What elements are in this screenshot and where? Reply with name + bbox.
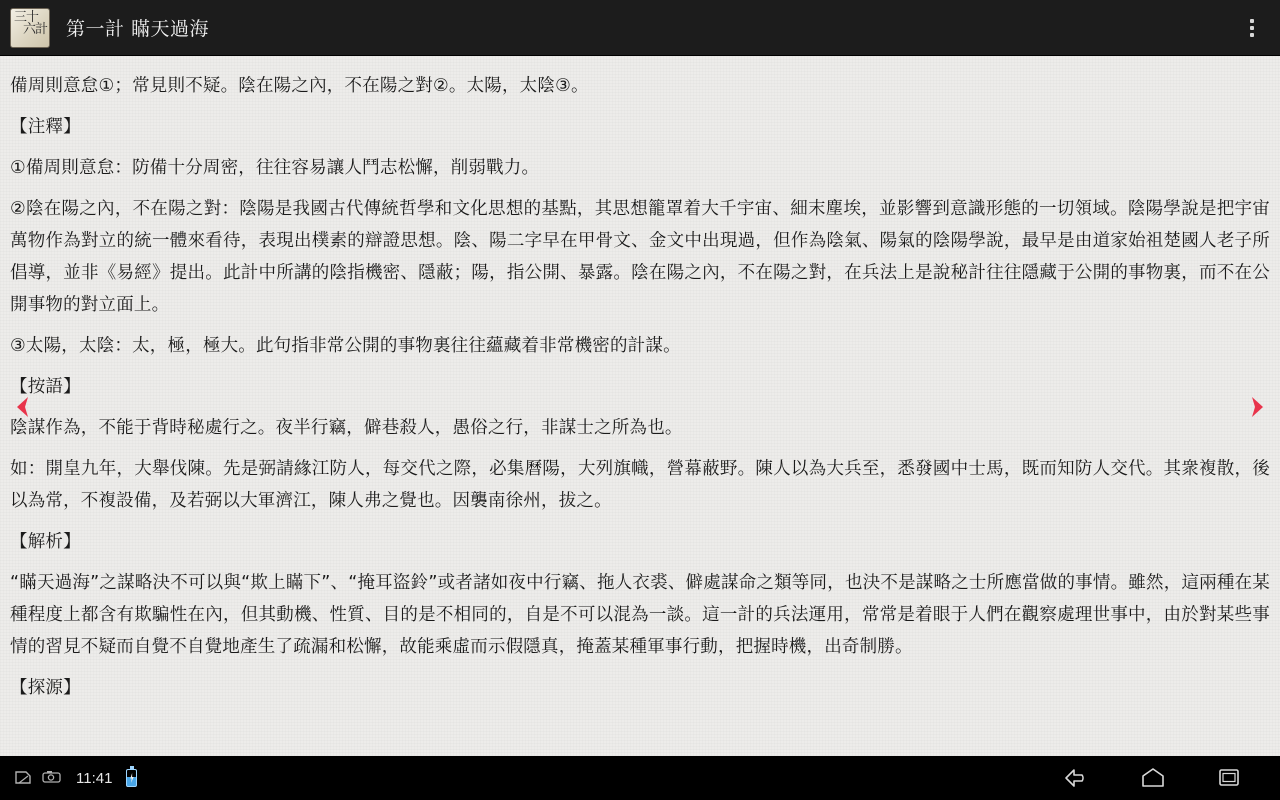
app-icon[interactable] [10, 8, 50, 48]
paragraph: 如：開皇九年，大舉伐陳。先是弼請緣江防人，每交代之際，必集曆陽，大列旗幟，營幕蔽野。陳人以為大兵至，悉發國中士馬，既而知防人交代。其衆複散，後以為常，不複設備，及若弼以大軍濟江，陳人弗之覺也。因襲南徐州，拔之。 [10, 459, 1270, 512]
prev-page-arrow-icon[interactable] [12, 396, 34, 418]
dot-icon [1250, 33, 1254, 37]
paragraph: ③太陽，太陰：太，極，極大。此句指非常公開的事物裏往往蘊藏着非常機密的計謀。 [10, 336, 681, 357]
nav-buttons [1060, 763, 1280, 793]
back-button[interactable] [1060, 763, 1094, 793]
app-icon-glyph-line2: 六計 [23, 21, 48, 37]
paragraph: 備周則意怠①；常見則不疑。陰在陽之內，不在陽之對②。太陽，太陰③。 [10, 76, 589, 96]
reader-content[interactable] [0, 56, 1280, 756]
camera-icon [42, 769, 62, 787]
dot-icon [1250, 26, 1254, 30]
status-clock: 11:41 [76, 769, 113, 787]
app-icon-glyphs [11, 9, 49, 47]
home-button[interactable] [1136, 763, 1170, 793]
paragraph: ①備周則意怠：防備十分周密，往往容易讓人鬥志松懈，削弱戰力。 [10, 158, 540, 179]
section-heading-commentary: 【按語】 [10, 377, 81, 398]
reader-text [10, 70, 1270, 704]
sd-card-icon [14, 769, 32, 788]
next-page-arrow-icon[interactable] [1246, 396, 1268, 418]
section-heading-analysis: 【解析】 [10, 532, 81, 553]
overflow-menu-button[interactable] [1232, 0, 1272, 56]
paragraph: 陰謀作為，不能于背時秘處行之。夜半行竊，僻巷殺人，愚俗之行，非謀士之所為也。 [10, 418, 683, 439]
page-title: 第一計 瞞天過海 [66, 18, 210, 40]
app-icon-glyph-line1: 三十 [14, 9, 39, 25]
recents-button[interactable] [1212, 763, 1246, 793]
section-heading-notes: 【注釋】 [10, 117, 81, 138]
battery-charging-icon [126, 769, 137, 787]
action-bar [0, 0, 1280, 56]
paragraph: ②陰在陽之內，不在陽之對：陰陽是我國古代傳統哲學和文化思想的基點，其思想籠罩着大千宇宙、細末塵埃，並影響到意識形態的一切領域。陰陽學說是把宇宙萬物作為對立的統一體來看待，表現出樸素的辯證思想。陰、陽二字早在甲骨文、金文中出現過，但作為陰氣、陽氣的陰陽學說，最早是由道家始祖楚國人老子所倡導，並非《易經》提出。此計中所講的陰指機密、隱蔽；陽，指公開、暴露。陰在陽之內，不在陽之對，在兵法上是說秘計往往隱藏于公開的事物裏，而不在公開事物的對立面上。 [10, 199, 1270, 316]
paragraph: “瞞天過海”之謀略決不可以與“欺上瞞下”、“掩耳盜鈴”或者諸如夜中行竊、拖人衣裘、僻處謀命之類等同，也決不是謀略之士所應當做的事情。雖然，這兩種在某種程度上都含有欺騙性在內，但其動機、性質、目的是不相同的，自是不可以混為一談。這一計的兵法運用，常常是着眼于人們在觀察處理世事中，由於對某些事情的習見不疑而自覺不自覺地產生了疏漏和松懈，故能乘虛而示假隱真，掩蓋某種軍事行動，把握時機，出奇制勝。 [10, 573, 1270, 658]
section-heading-origin: 【探源】 [10, 678, 81, 699]
status-icons [0, 769, 137, 788]
dot-icon [1250, 19, 1254, 23]
system-navigation-bar [0, 756, 1280, 800]
